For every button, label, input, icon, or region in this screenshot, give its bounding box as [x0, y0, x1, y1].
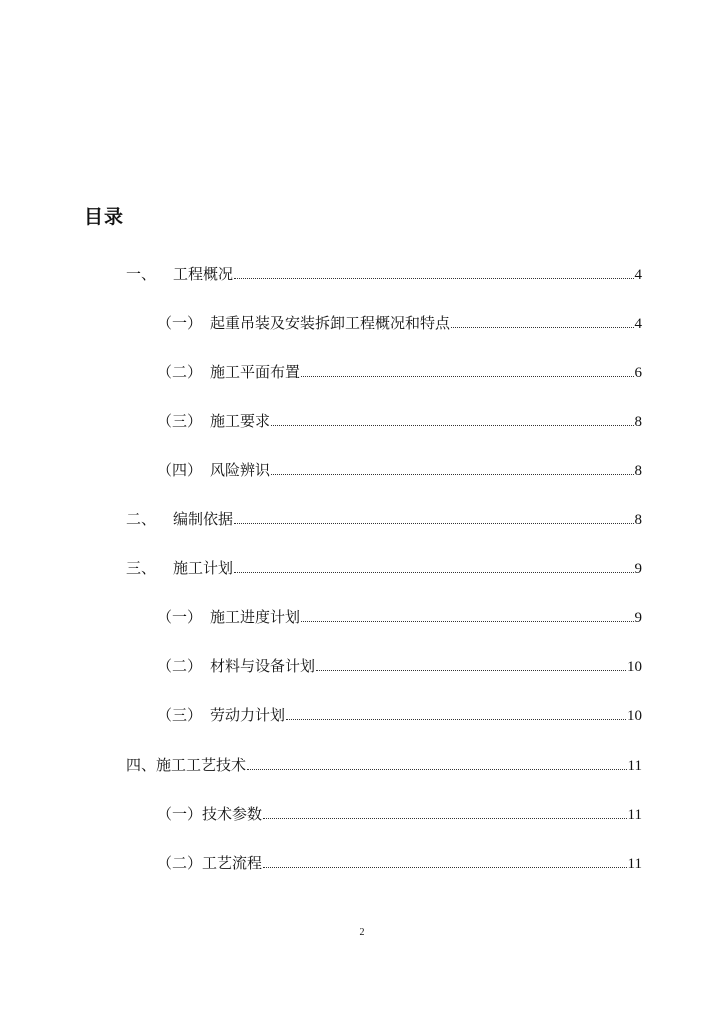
- toc-entry-number: （三）: [157, 412, 203, 430]
- toc-dot-leader: [234, 523, 633, 524]
- toc-entry-page: 9: [634, 561, 642, 577]
- toc-entry-number: （一）: [157, 608, 203, 626]
- toc-entry[interactable]: [126, 507, 642, 529]
- toc-entry-page: 10: [627, 659, 642, 675]
- toc-entry-page: 4: [634, 316, 642, 332]
- toc-entry-label: 施工平面布置: [210, 363, 301, 381]
- toc-entry[interactable]: [157, 802, 642, 824]
- toc-entry[interactable]: [126, 262, 642, 284]
- toc-entry[interactable]: [157, 360, 642, 382]
- toc-entry-page: 11: [627, 807, 642, 823]
- toc-dot-leader: [301, 376, 633, 377]
- toc-entry-label: 起重吊装及安装拆卸工程概况和特点: [210, 314, 451, 332]
- toc-entry[interactable]: [157, 851, 642, 873]
- toc-entry[interactable]: [126, 753, 642, 775]
- toc-entry-number: 四、: [126, 756, 157, 774]
- toc-entry-label: 施工计划: [173, 559, 234, 577]
- toc-entry-label: 工程概况: [173, 265, 234, 283]
- toc-entry-label: 劳动力计划: [210, 706, 286, 724]
- toc-dot-leader: [286, 719, 626, 720]
- toc-entry[interactable]: [126, 556, 642, 578]
- toc-entry-label: 施工要求: [210, 412, 271, 430]
- toc-entry-number: 三、: [126, 559, 157, 577]
- toc-entry[interactable]: [157, 605, 642, 627]
- toc-dot-leader: [271, 474, 633, 475]
- toc-entry-number: （二）: [157, 657, 203, 675]
- toc-entry-label: 施工工艺技术: [156, 756, 247, 774]
- toc-entry-page: 6: [634, 365, 642, 381]
- toc-entry[interactable]: [157, 458, 642, 480]
- toc-entry-number: （四）: [157, 461, 203, 479]
- toc-entry-label: 编制依据: [173, 510, 234, 528]
- toc-entry-number: 二、: [126, 510, 157, 528]
- toc-entry-page: 11: [627, 856, 642, 872]
- toc-entry-page: 8: [634, 463, 642, 479]
- toc-entry-number: （一）: [157, 314, 203, 332]
- toc-entry-number: （二）: [157, 854, 203, 872]
- toc-entry[interactable]: [157, 703, 642, 725]
- toc-entry-page: 9: [634, 610, 642, 626]
- toc-dot-leader: [301, 621, 633, 622]
- toc-entry-label: 风险辨识: [210, 461, 271, 479]
- toc-dot-leader: [316, 670, 626, 671]
- toc-entry-label: 施工进度计划: [210, 608, 301, 626]
- toc-entry-page: 11: [627, 758, 642, 774]
- toc-entry-page: 4: [634, 267, 642, 283]
- toc-dot-leader: [263, 818, 627, 819]
- toc-entry-label: 材料与设备计划: [210, 657, 316, 675]
- toc-entry-number: （二）: [157, 363, 203, 381]
- toc-dot-leader: [247, 769, 627, 770]
- toc-entry-number: （一）: [157, 805, 203, 823]
- toc-dot-leader: [451, 327, 633, 328]
- toc-entry-page: 10: [627, 708, 642, 724]
- toc-dot-leader: [263, 867, 627, 868]
- toc-entry-label: 技术参数: [202, 805, 263, 823]
- toc-entry[interactable]: [157, 654, 642, 676]
- toc-dot-leader: [234, 278, 633, 279]
- page-number: 2: [359, 927, 365, 938]
- toc-dot-leader: [234, 572, 633, 573]
- toc-title: 目录: [84, 206, 125, 228]
- toc-entry-number: （三）: [157, 706, 203, 724]
- toc-entry-label: 工艺流程: [202, 854, 263, 872]
- toc-entry-page: 8: [634, 512, 642, 528]
- toc-entry[interactable]: [157, 311, 642, 333]
- toc-entry-number: 一、: [126, 265, 157, 283]
- toc-dot-leader: [271, 425, 633, 426]
- toc-entry-page: 8: [634, 414, 642, 430]
- toc-entry[interactable]: [157, 409, 642, 431]
